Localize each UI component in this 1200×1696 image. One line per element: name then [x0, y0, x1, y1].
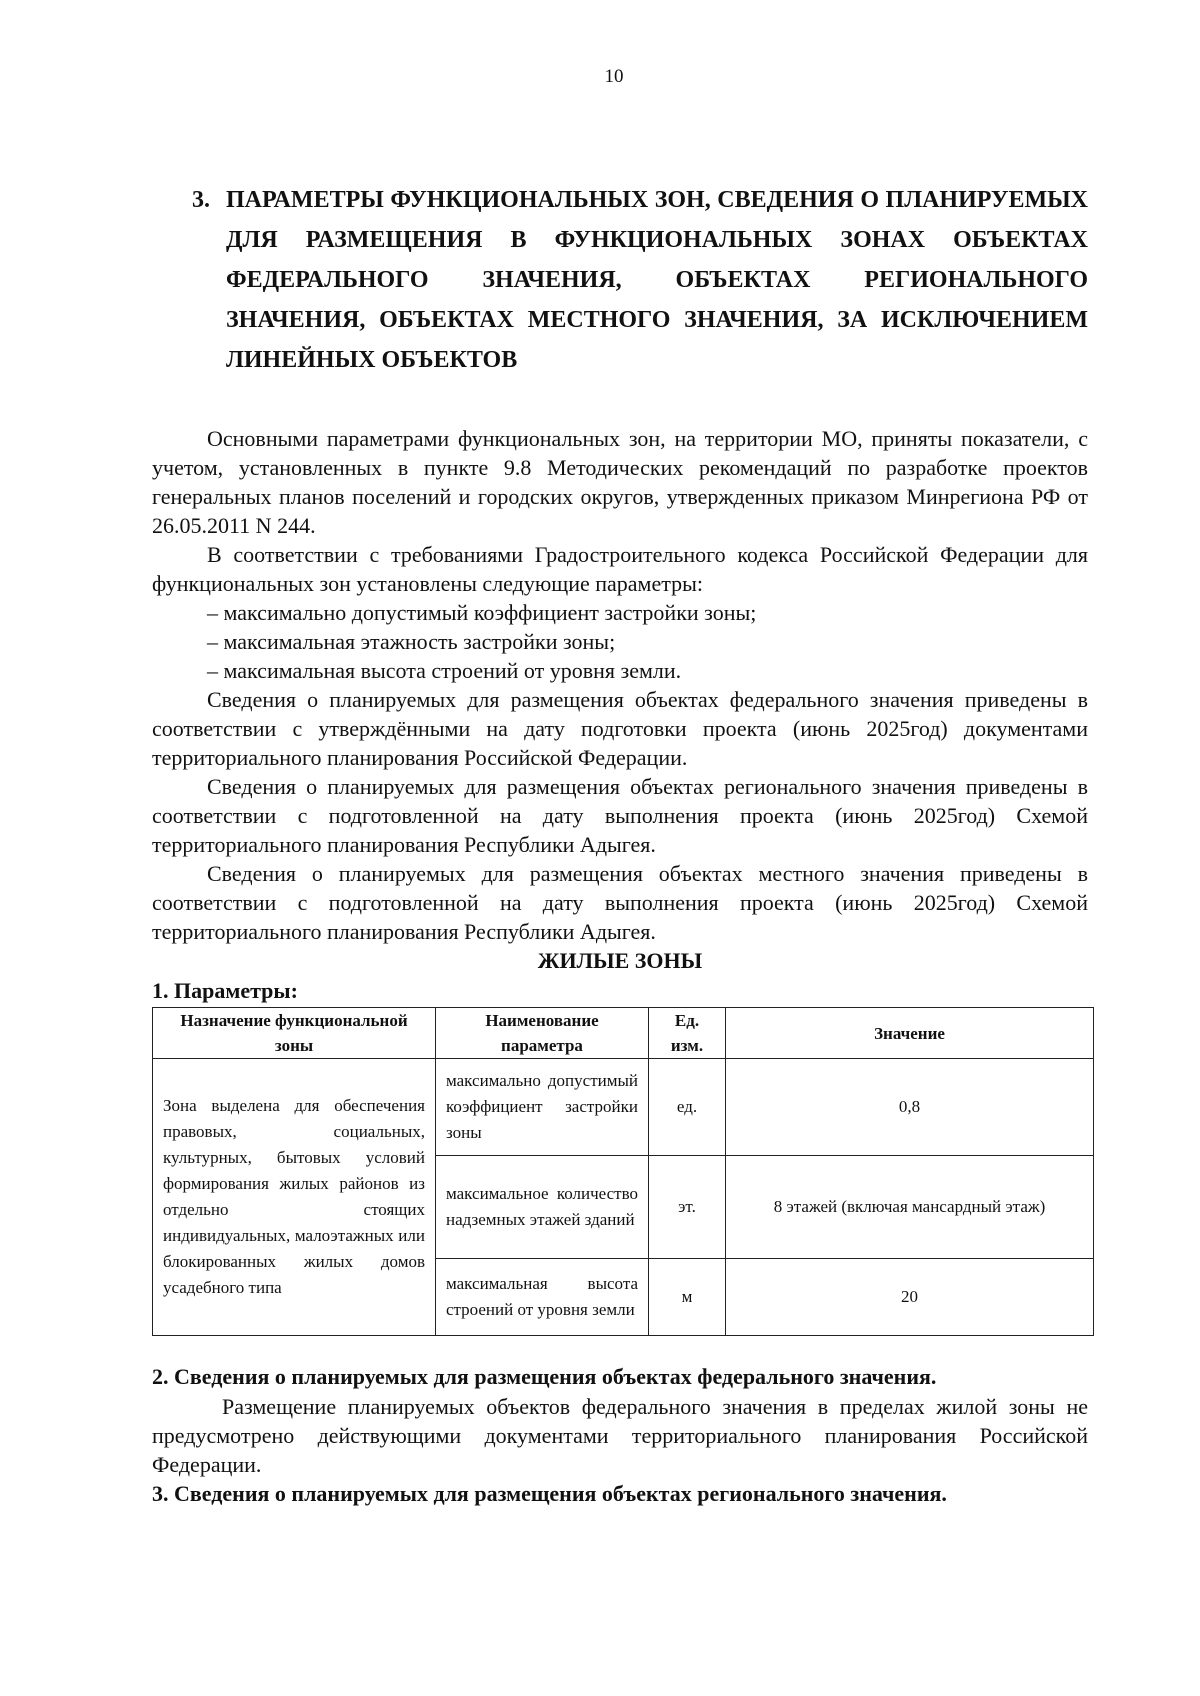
- param-name-cell: максимально допустимый коэффициент застройки зоны: [436, 1059, 649, 1156]
- table-row: [153, 1059, 1094, 1156]
- zone-title: ЖИЛЫЕ ЗОНЫ: [537, 948, 703, 973]
- paragraph-parameters-basis: Основными параметрами функциональных зон, на территории МО, приняты показатели, с учетом, установленных в пункте 9.8 Методических рекомендаций по разработке проектов генеральных планов поселений и городских округов, утвержденных приказом Минрегиона РФ от 26.05.2011 N 244.: [152, 426, 1088, 538]
- section-heading: [192, 180, 1088, 380]
- list-item-floors: – максимальная этажность застройки зоны;: [207, 629, 616, 654]
- section-3-title: 3. Сведения о планируемых для размещения объектах регионального значения.: [152, 1481, 947, 1506]
- value-cell: 0,8: [726, 1059, 1094, 1156]
- param-name-cell: максимальная высота строений от уровня земли: [436, 1259, 649, 1336]
- section-2-title: 2. Сведения о планируемых для размещения объектах федерального значения.: [152, 1364, 937, 1389]
- header-unit: Ед. изм.: [649, 1008, 726, 1059]
- value-cell: 20: [726, 1259, 1094, 1336]
- param-name-cell: максимальное количество надземных этажей зданий: [436, 1156, 649, 1259]
- unit-cell: эт.: [649, 1156, 726, 1259]
- header-zone-purpose: Назначение функциональной зоны: [153, 1008, 436, 1059]
- list-item-coefficient: – максимально допустимый коэффициент застройки зоны;: [207, 600, 757, 625]
- table-header-row: [153, 1008, 1094, 1059]
- list-item-height: – максимальная высота строений от уровня земли.: [207, 658, 682, 683]
- value-cell: 8 этажей (включая мансардный этаж): [726, 1156, 1094, 1259]
- unit-cell: ед.: [649, 1059, 726, 1156]
- zone-description-cell: Зона выделена для обеспечения правовых, социальных, культурных, бытовых условий формирования жилых районов из отдельно стоящих индивидуальных, малоэтажных или блокированных жилых домов усадебного типа: [153, 1059, 436, 1336]
- header-value: Значение: [726, 1008, 1094, 1059]
- header-parameter-name: Наименование параметра: [436, 1008, 649, 1059]
- section-heading-number: 3.: [192, 187, 210, 213]
- unit-cell: м: [649, 1259, 726, 1336]
- paragraph-regional-objects: Сведения о планируемых для размещения объектах регионального значения приведены в соответствии с подготовленной на дату выполнения проекта (июнь 2025год) Схемой территориального планирования Республики Адыгея.: [152, 774, 1088, 857]
- paragraph-federal-objects: Сведения о планируемых для размещения объектах федерального значения приведены в соответствии с утверждёнными на дату подготовки проекта (июнь 2025год) документами территориального планирования Российской Федерации.: [152, 687, 1088, 770]
- paragraph-local-objects: Сведения о планируемых для размещения объектах местного значения приведены в соответствии с подготовленной на дату выполнения проекта (июнь 2025год) Схемой территориального планирования Республики Адыгея.: [152, 861, 1088, 944]
- section-heading-text: ПАРАМЕТРЫ ФУНКЦИОНАЛЬНЫХ ЗОН, СВЕДЕНИЯ О ПЛАНИРУЕМЫХ ДЛЯ РАЗМЕЩЕНИЯ В ФУНКЦИОНАЛЬНЫХ ЗОНАХ ОБЪЕКТАХ ФЕДЕРАЛЬНОГО ЗНАЧЕНИЯ, ОБЪЕКТАХ РЕГИОНАЛЬНОГО ЗНАЧЕНИЯ, ОБЪЕКТАХ МЕСТНОГО ЗНАЧЕНИЯ, ЗА ИСКЛЮЧЕНИЕМ ЛИНЕЙНЫХ ОБЪЕКТОВ: [226, 187, 1088, 373]
- section-2-text: Размещение планируемых объектов федерального значения в пределах жилой зоны не предусмотрено действующими документами территориального планирования Российской Федерации.: [152, 1394, 1088, 1477]
- document-body: [152, 424, 1088, 1509]
- paragraph-code-requirements: В соответствии с требованиями Градостроительного кодекса Российской Федерации для функциональных зон установлены следующие параметры:: [152, 542, 1088, 596]
- page-number: 10: [604, 66, 624, 87]
- parameters-table: [152, 1007, 1094, 1336]
- params-label: 1. Параметры:: [152, 978, 298, 1003]
